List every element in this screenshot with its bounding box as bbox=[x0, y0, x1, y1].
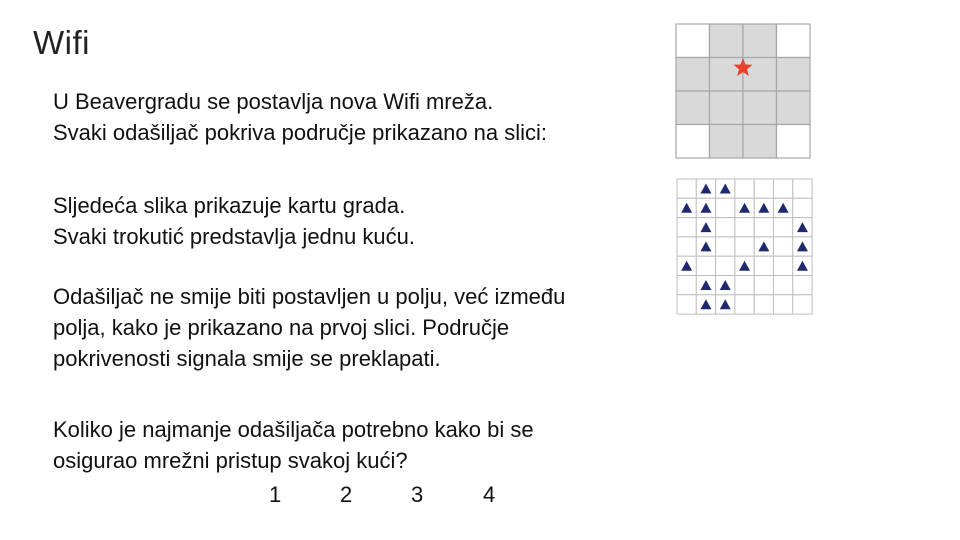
rules-paragraph bbox=[53, 281, 565, 374]
map-cell bbox=[774, 218, 793, 237]
text-line: Koliko je najmanje odašiljača potrebno kako bi se bbox=[53, 417, 534, 442]
answer-option-2[interactable]: 2 bbox=[340, 482, 353, 507]
map-cell bbox=[735, 237, 754, 256]
map-cell bbox=[735, 276, 754, 295]
map-cell bbox=[774, 276, 793, 295]
text-line: Svaki trokutić predstavlja jednu kuću. bbox=[53, 224, 415, 249]
text-line: U Beavergradu se postavlja nova Wifi mreža. bbox=[53, 89, 494, 114]
map-cell bbox=[754, 218, 773, 237]
empty-cell bbox=[676, 24, 710, 58]
map-description-paragraph bbox=[53, 190, 415, 252]
text-line: pokrivenosti signala smije se preklapati. bbox=[53, 346, 441, 371]
covered-cell bbox=[676, 58, 710, 92]
map-cell bbox=[677, 179, 696, 198]
map-cell bbox=[677, 276, 696, 295]
text-line: polja, kako je prikazano na prvoj slici. Područje bbox=[53, 315, 510, 340]
covered-cell bbox=[710, 24, 744, 58]
covered-cell bbox=[710, 125, 744, 159]
city-map-figure bbox=[676, 178, 814, 316]
coverage-figure bbox=[674, 22, 812, 160]
map-cell bbox=[696, 256, 715, 275]
map-cell bbox=[793, 198, 812, 217]
map-cell bbox=[677, 295, 696, 314]
covered-cell bbox=[743, 125, 777, 159]
answer-options bbox=[0, 482, 960, 512]
map-cell bbox=[716, 237, 735, 256]
map-cell bbox=[716, 256, 735, 275]
covered-cell bbox=[743, 24, 777, 58]
map-cell bbox=[774, 256, 793, 275]
map-cell bbox=[774, 237, 793, 256]
answer-option-4[interactable]: 4 bbox=[483, 482, 496, 507]
map-cell bbox=[735, 295, 754, 314]
map-cell bbox=[754, 295, 773, 314]
map-cell bbox=[754, 179, 773, 198]
map-cell bbox=[677, 237, 696, 256]
map-cell bbox=[716, 218, 735, 237]
text-line: Odašiljač ne smije biti postavljen u polju, već između bbox=[53, 284, 566, 309]
map-cell bbox=[677, 218, 696, 237]
map-cell bbox=[793, 276, 812, 295]
empty-cell bbox=[777, 125, 811, 159]
covered-cell bbox=[777, 91, 811, 125]
map-cell bbox=[793, 179, 812, 198]
intro-paragraph bbox=[53, 86, 547, 148]
covered-cell bbox=[676, 91, 710, 125]
map-cell bbox=[793, 295, 812, 314]
covered-cell bbox=[710, 91, 744, 125]
text-line: osigurao mrežni pristup svakoj kući? bbox=[53, 448, 408, 473]
question-paragraph bbox=[53, 414, 534, 476]
answer-option-3[interactable]: 3 bbox=[411, 482, 424, 507]
map-cell bbox=[774, 295, 793, 314]
covered-cell bbox=[743, 91, 777, 125]
map-cell bbox=[716, 198, 735, 217]
text-line: Svaki odašiljač pokriva područje prikazano na slici: bbox=[53, 120, 548, 145]
text-line: Sljedeća slika prikazuje kartu grada. bbox=[53, 193, 406, 218]
map-cell bbox=[754, 276, 773, 295]
empty-cell bbox=[676, 125, 710, 159]
slide-title: Wifi bbox=[33, 24, 90, 61]
map-cell bbox=[754, 256, 773, 275]
map-cell bbox=[735, 179, 754, 198]
covered-cell bbox=[777, 58, 811, 92]
map-cell bbox=[735, 218, 754, 237]
empty-cell bbox=[777, 24, 811, 58]
map-cell bbox=[774, 179, 793, 198]
answer-option-1[interactable]: 1 bbox=[269, 482, 282, 507]
